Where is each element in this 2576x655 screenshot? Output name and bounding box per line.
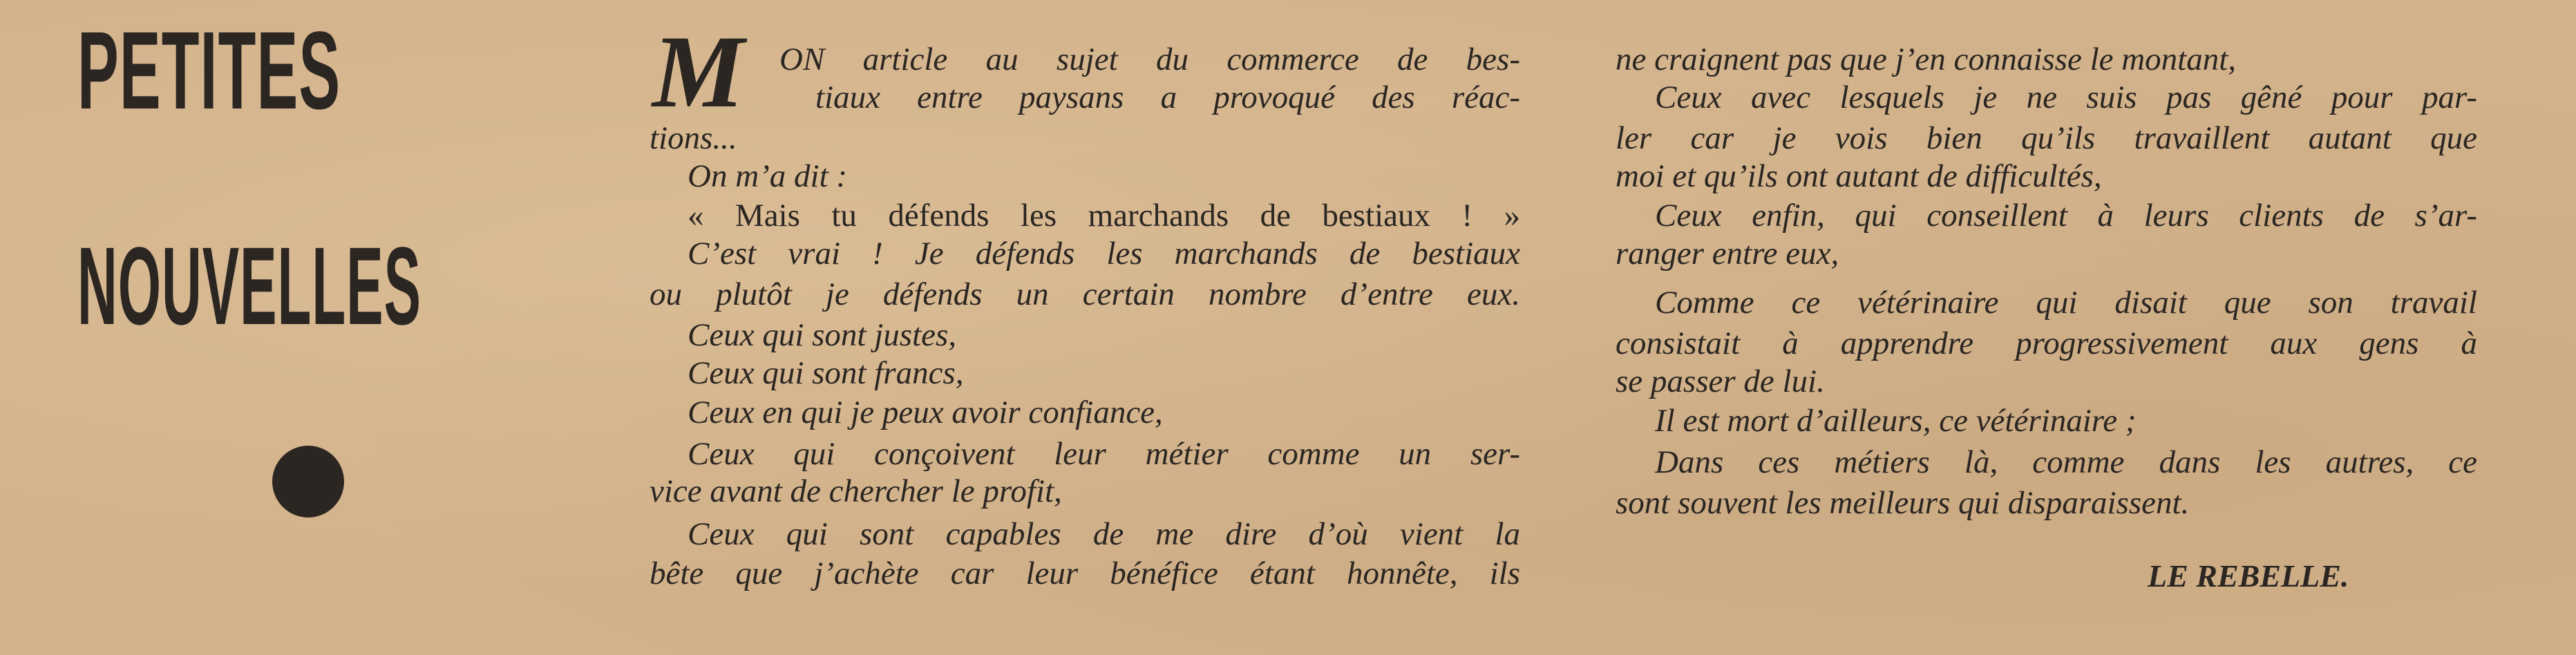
col1-line: « Mais tu défends les marchands de bestiaux ! » (688, 198, 1520, 234)
col1-line: Ceux qui sont justes, (688, 317, 957, 353)
col2-line: sont souvent les meilleurs qui disparaissent. (1616, 485, 2190, 521)
col1-line: Ceux qui sont francs, (688, 355, 964, 391)
col1-line: tions... (650, 120, 737, 156)
col2-line: ne craignent pas que j’en connaisse le montant, (1616, 41, 2237, 77)
col1-line: vice avant de chercher le profit, (650, 473, 1062, 509)
col2-line: Ceux avec lesquels je ne suis pas gêné pour par- (1655, 79, 2477, 115)
col2-line: ler car je vois bien qu’ils travaillent autant que (1616, 120, 2477, 156)
col2-line: ranger entre eux, (1616, 236, 1839, 272)
col1-line: On m’a dit : (688, 158, 848, 194)
col1-line: Ceux qui conçoivent leur métier comme un ser- (688, 436, 1520, 472)
col1-line: ou plutôt je défends un certain nombre d’entre eux. (650, 276, 1520, 312)
col2-line: consistait à apprendre progressivement aux gens à (1616, 325, 2477, 361)
section-title-line1: PETITES (77, 8, 341, 132)
drop-cap: M (652, 15, 745, 129)
col1-line: tiaux entre paysans a provoqué des réac- (815, 79, 1520, 115)
section-title-line2: NOUVELLES (77, 224, 422, 348)
col1-line: C’est vrai ! Je défends les marchands de bestiaux (688, 236, 1520, 272)
col2-line: Comme ce vétérinaire qui disait que son travail (1655, 285, 2477, 321)
col1-line: bête que j’achète car leur bénéfice étant honnête, ils (650, 556, 1520, 591)
col2-line: Ceux enfin, qui conseillent à leurs clients de s’ar- (1655, 198, 2477, 234)
col1-line: Ceux en qui je peux avoir confiance, (688, 395, 1163, 430)
col1-line: ON article au sujet du commerce de bes- (779, 41, 1520, 77)
col2-line: Dans ces métiers là, comme dans les autres, ce (1655, 444, 2477, 480)
col2-line: se passer de lui. (1616, 363, 1825, 399)
bullet-dot-icon (272, 446, 344, 518)
col1-line: Ceux qui sont capables de me dire d’où vient la (688, 516, 1520, 552)
signature: LE REBELLE. (2148, 558, 2349, 594)
col2-line: moi et qu’ils ont autant de difficultés, (1616, 158, 2102, 194)
col2-line: Il est mort d’ailleurs, ce vétérinaire ; (1655, 403, 2137, 439)
